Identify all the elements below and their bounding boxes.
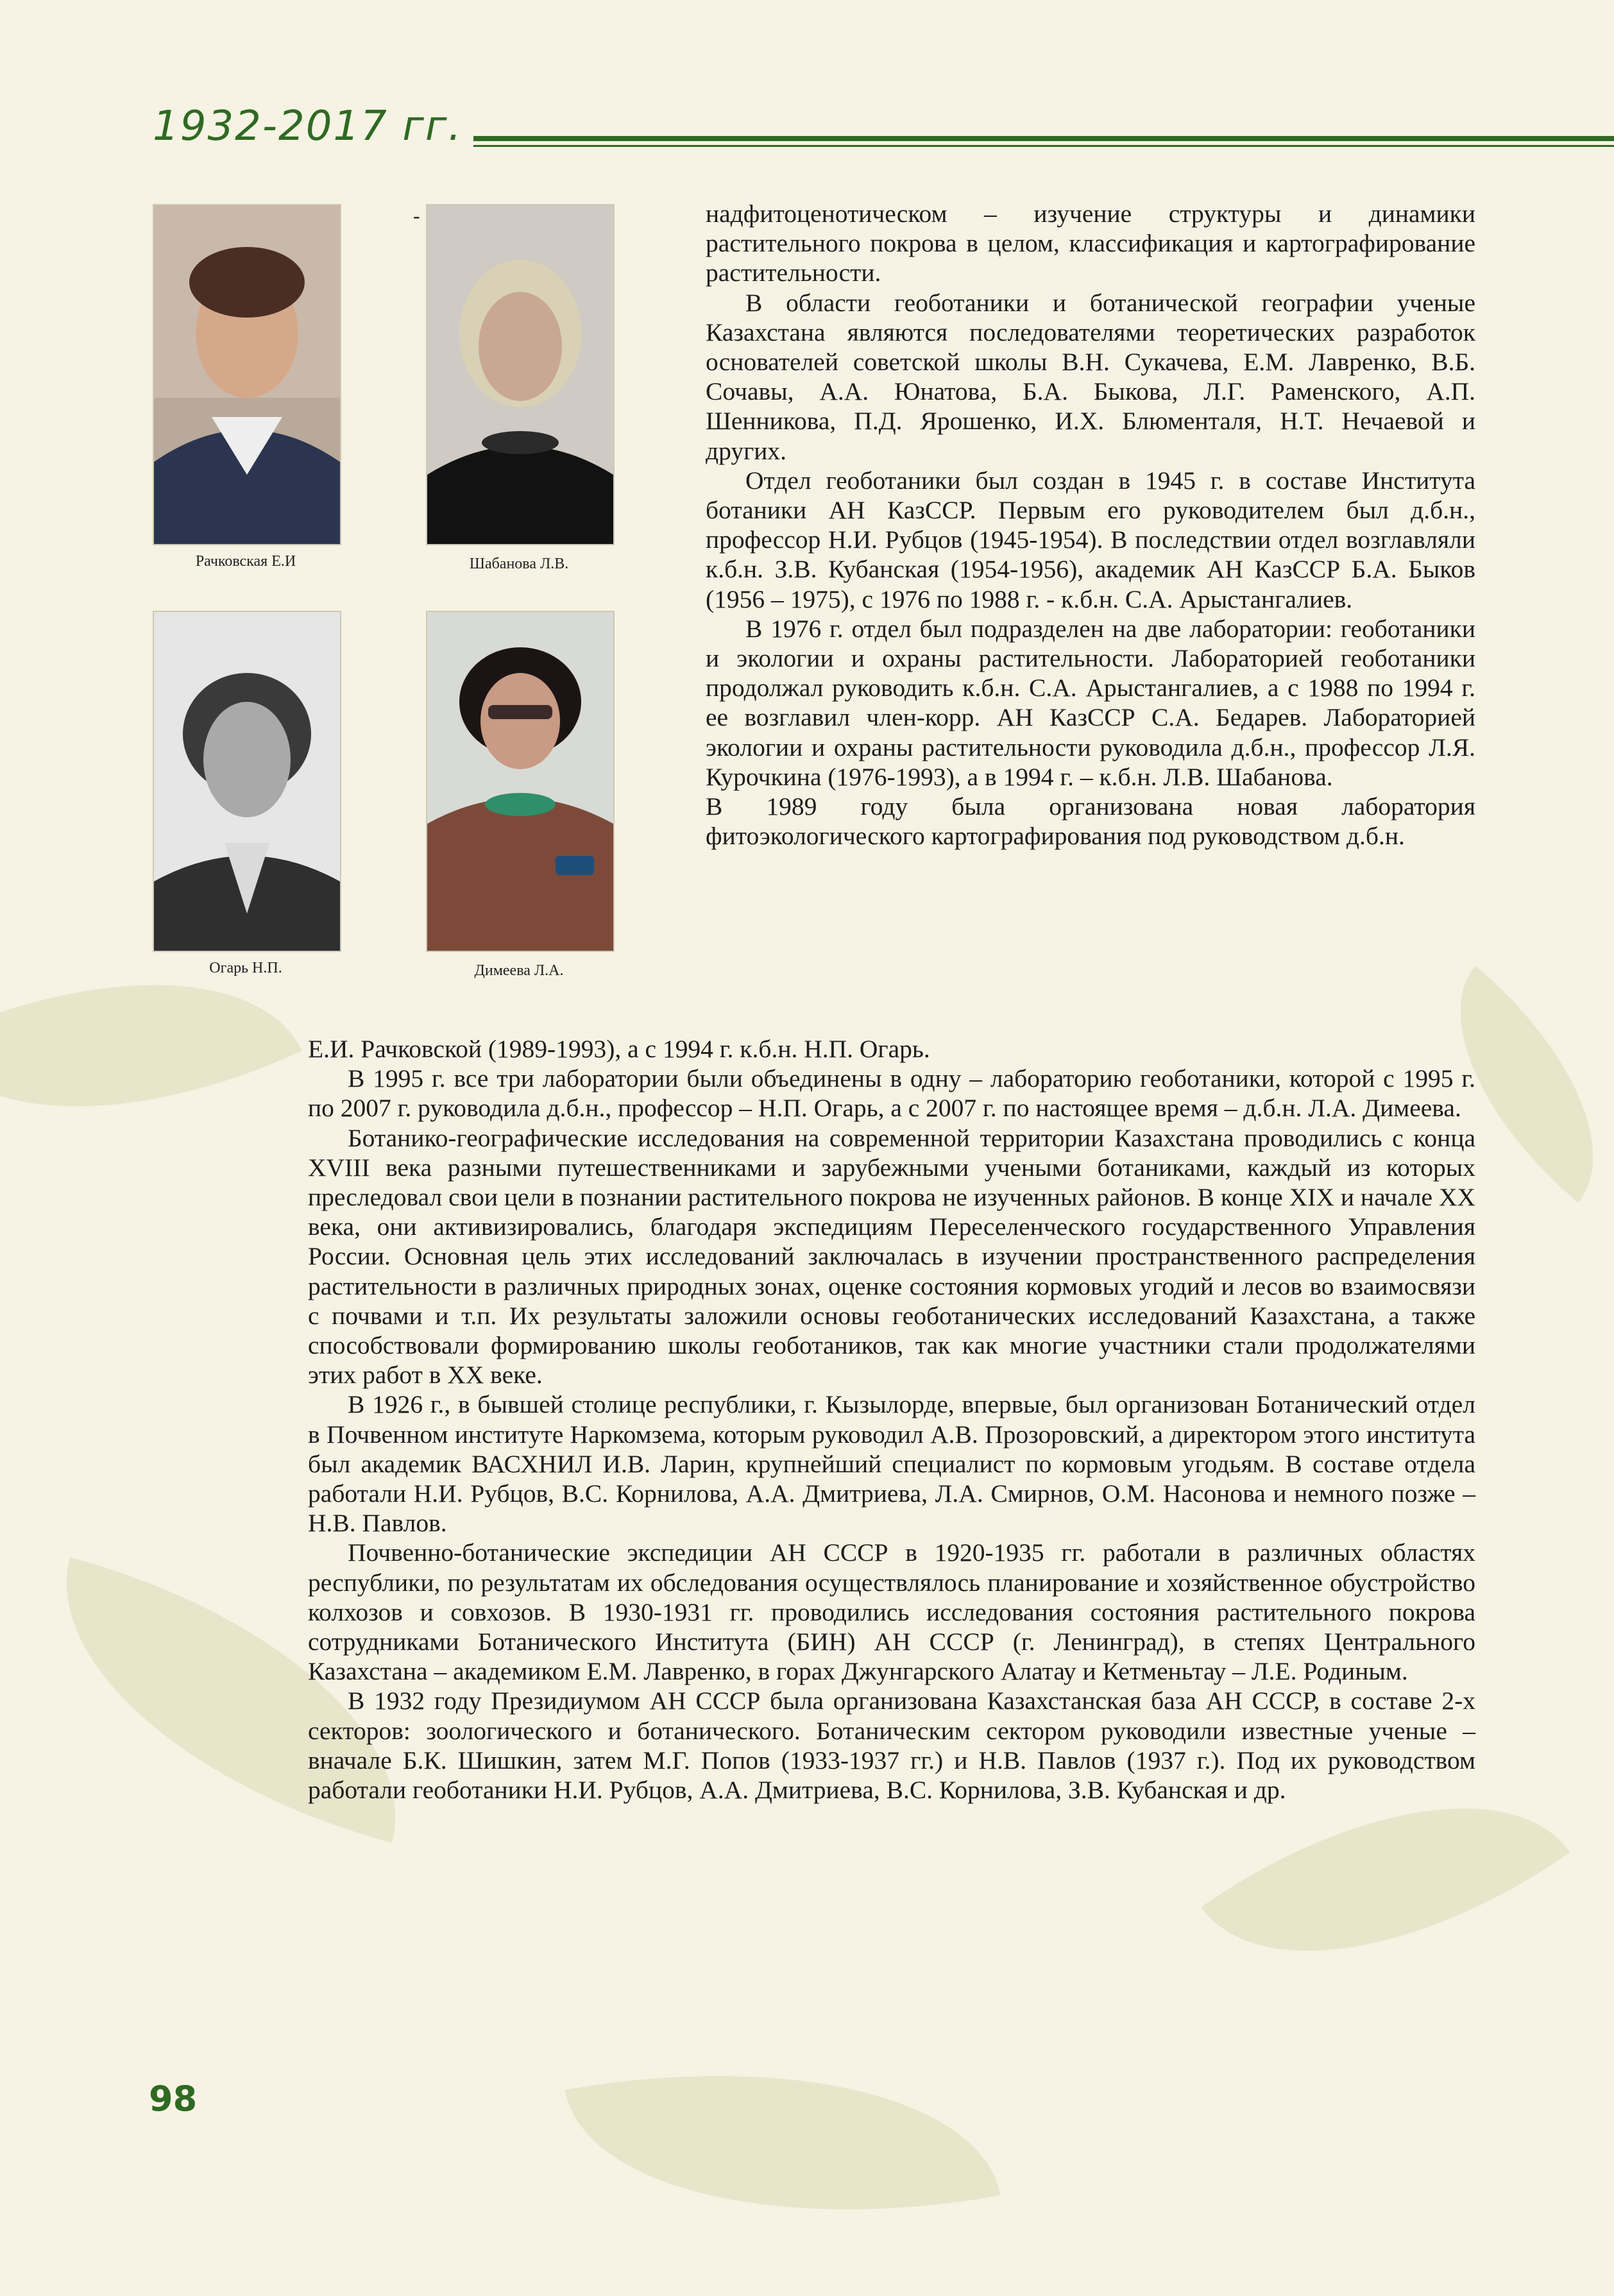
paragraph: В 1976 г. отдел был подразделен на две лаборатории: геоботаники и экологии и охраны растительности. Лабораторией геоботаники продолжал руководить к.б.н. С.А. Арыстангалиев, а с 1988 по 1994 г. ее возглавил член-корр. АН КазССР С.А. Бедарев. Лабораторией экологии и охраны растительности руководила д.б.н., профессор Л.Я. Курочкина (1976-1993), а в 1994 г. – к.б.н. Л.В. Шабанова.: [706, 614, 1475, 791]
stray-dash: -: [413, 204, 420, 227]
paragraph: В области геоботаники и ботанической географии ученые Казахстана являются последователями теоретических разработок основателей советской школы В.Н. Сукачева, Е.М. Лавренко, В.Б. Сочавы, А.А. Юнатова, Б.А. Быкова, Л.Г. Раменского, А.П. Шенникова, П.Д. Ярошенко, И.Х. Блюменталя, Н.Т. Нечаевой и других.: [706, 288, 1475, 465]
paragraph: Отдел геоботаники был создан в 1945 г. в составе Института ботаники АН КазССР. Первым его руководителем был д.б.н., профессор Н.И. Рубцов (1945-1954). В последствии отдел возглавляли к.б.н. З.В. Кубанская (1954-1956), академик АН КазССР Б.А. Быков (1956 – 1975), с 1976 по 1988 г. - к.б.н. С.А. Арыстангалиев.: [706, 466, 1475, 613]
photo-caption: Рачковская Е.И: [195, 553, 296, 570]
photo-caption: Огарь Н.П.: [209, 960, 282, 976]
header-rule: [473, 136, 1614, 141]
paragraph: В 1932 году Президиумом АН СССР была организована Казахстанская база АН СССР, в составе 2-х секторов: зоологического и ботанического. Ботаническим сектором руководили известные ученые – вначале Б.К. Шишкин, затем М.Г. Попов (1933-1937 гг.) и Н.В. Павлов (1937 г.). Под их руководством работали геоботаники Н.И. Рубцов, А.А. Дмитриева, В.С. Корнилова, З.В. Кубанская и др.: [308, 1687, 1475, 1805]
portrait-photo-dimeeva: [426, 611, 615, 952]
paragraph: Ботанико-географические исследования на современной территории Казахстана проводились с конца XVIII века разными путешественниками и зарубежными учеными ботаниками, каждый из которых преследовал свои цели в познании растительного покрова не изученных районов. В конце XIX и начале XX века, они активизировались, благодаря экспедициям Переселенческого государственного Управления России. Основная цель этих исследований заключалась в изучении пространственного распределения растительности в различных природных зонах, оценке состояния кормовых угодий и лесов во взаимосвязи с почвами и т.п. Их результаты заложили основы геоботанических исследований Казахстана, а также способствовали формированию школы геоботаников, так как многие участники стали продолжателями этих работ в XX веке.: [308, 1123, 1475, 1390]
header-year-range: 1932-2017 гг.: [153, 103, 463, 150]
page-number: 98: [149, 2079, 198, 2119]
portrait-photo-ogar: [153, 611, 341, 952]
full-width-text: [308, 1034, 1475, 1805]
paragraph: Почвенно-ботанические экспедиции АН СССР в 1920-1935 гг. работали в различных областях республики, по результатам их обследования осуществлялось планирование и хозяйственное обустройство колхозов и совхозов. В 1930-1931 гг. проводились исследования состояния растительного покрова сотрудниками Ботанического Института (БИН) АН СССР (г. Ленинград), в степях Центрального Казахстана – академиком Е.М. Лавренко, в горах Джунгарского Алатау и Кетменьтау – Л.Е. Родиным.: [308, 1538, 1475, 1686]
paragraph: В 1989 году была организована новая лаборатория фитоэкологического картографирования под руководством д.б.н.: [706, 792, 1475, 851]
paragraph: Е.И. Рачковской (1989-1993), а с 1994 г. к.б.н. Н.П. Огарь.: [308, 1035, 930, 1063]
portrait-photo-rachkovskaya: [153, 204, 341, 545]
portrait-photo-shabanova: [426, 204, 615, 545]
paragraph: В 1926 г., в бывшей столице республики, г. Кызылорде, впервые, был организован Ботанический отдел в Почвенном институте Наркомзема, которым руководил А.В. Прозоровский, а директором этого института был академик ВАСХНИЛ И.В. Ларин, крупнейший специалист по кормовым угодьям. В составе отдела работали Н.И. Рубцов, В.С. Корнилова, А.А. Дмитриева, Л.А. Смирнов, О.М. Насонова и немного позже – Н.В. Павлов.: [308, 1390, 1475, 1538]
paragraph: В 1995 г. все три лаборатории были объединены в одну – лабораторию геоботаники, которой с 1995 г. по 2007 г. руководила д.б.н., профессор – Н.П. Огарь, а с 2007 г. по настоящее время – д.б.н. Л.А. Димеева.: [308, 1064, 1475, 1123]
photo-caption: Димеева Л.А.: [474, 962, 564, 979]
background-leaf-decoration: [565, 2019, 1001, 2267]
photo-caption: Шабанова Л.В.: [469, 556, 569, 572]
header-rule-thin: [473, 145, 1614, 147]
right-column-text: [706, 199, 1475, 851]
paragraph: надфитоценотическом – изучение структуры и динамики растительного покрова в целом, классификация и картографирование растительности.: [706, 200, 1475, 287]
